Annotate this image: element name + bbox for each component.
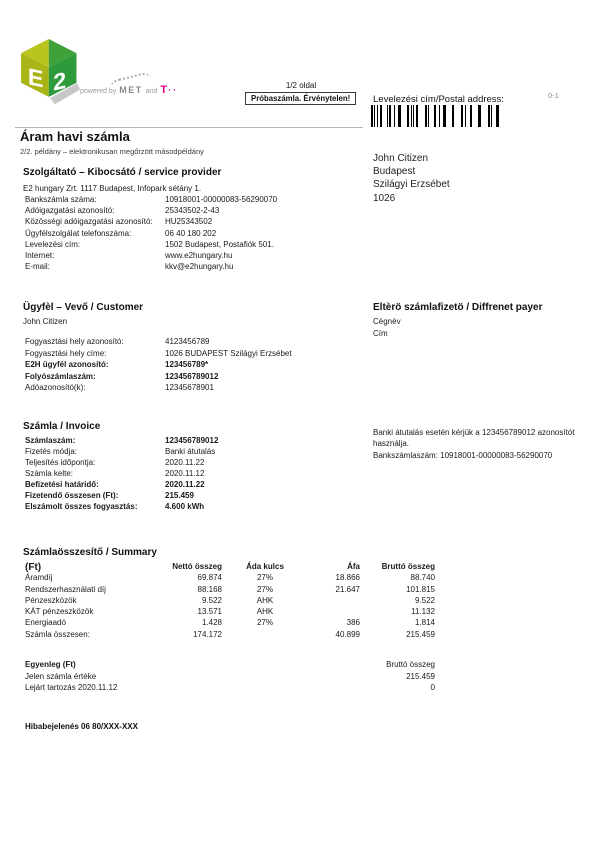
field-value: kkv@e2hungary.hu — [165, 262, 234, 272]
summary-section — [23, 547, 463, 641]
summary-row-label: Pénzeszközök — [25, 595, 77, 605]
column-header-gross: Bruttó összeg — [381, 562, 435, 571]
customer-section — [23, 302, 292, 395]
telekom-t-icon: T — [160, 84, 168, 96]
field-value: 4123456789 — [165, 337, 210, 346]
field-value: 2020.11.22 — [165, 480, 205, 489]
bank-transfer-note — [373, 427, 595, 461]
field-label: Adóigazgatási azonosító: — [25, 206, 115, 216]
summary-vat-rate: 27% — [256, 573, 273, 583]
provider-row — [23, 229, 221, 240]
field-value: HU25343502 — [165, 217, 213, 227]
customer-name: John Citizen — [23, 317, 68, 326]
provider-row — [23, 195, 278, 206]
field-label: Számlaszám: — [25, 436, 76, 445]
field-label: Befizetési határidő: — [25, 480, 99, 489]
customer-row — [23, 383, 214, 395]
error-report-line: Hibabejelenés 06 80/XXX-XXX — [25, 722, 138, 731]
field-value: 4.600 kWh — [165, 502, 205, 511]
provider-section — [23, 167, 278, 273]
summary-row — [23, 607, 463, 618]
field-value: 2020.11.12 — [165, 469, 205, 478]
summary-gross: 11.132 — [411, 607, 435, 617]
summary-netto: 174.172 — [193, 629, 222, 639]
summary-vat-rate: AHK — [256, 595, 274, 605]
summary-vat-rate: AHK — [256, 607, 274, 617]
provider-address: E2 hungary Zrt. 1117 Budapest, Infopark sétány 1. — [23, 184, 202, 193]
payer-section — [373, 302, 543, 339]
invoice-row — [23, 491, 194, 502]
summary-total-row — [23, 630, 463, 641]
field-value: 12345678901 — [165, 383, 214, 392]
logo-letter-e: E — [27, 64, 44, 94]
summary-row — [23, 585, 463, 596]
invoice-row — [23, 469, 205, 480]
field-value: 2020.11.22 — [165, 458, 205, 467]
summary-netto: 69.874 — [197, 573, 222, 583]
summary-gross: 88.740 — [410, 573, 435, 583]
column-header-netto: Nettó összeg — [172, 562, 222, 571]
bank-transfer-note-line2: Bankszámlaszám: 10918001-00000083-56290070 — [373, 450, 553, 460]
field-label: Fogyasztási hely azonosító: — [25, 337, 124, 346]
summary-vat-rate: 27% — [256, 584, 273, 594]
summary-row-label: Energiaadó — [25, 618, 66, 628]
column-header-vat: Áfa — [347, 562, 360, 571]
summary-vat-rate: 27% — [256, 618, 273, 628]
provider-row — [23, 262, 234, 273]
customer-section-title: Ügyfèl – Vevő / Customer — [23, 302, 144, 313]
e2-cube-icon — [18, 36, 82, 106]
summary-row — [23, 618, 463, 629]
powered-by-line — [80, 84, 178, 102]
customer-row — [23, 348, 292, 361]
balance-row-value: 215.459 — [406, 671, 435, 681]
field-value: www.e2hungary.hu — [165, 250, 233, 260]
summary-vat: 386 — [346, 618, 360, 628]
recipient-name: John Citizen — [373, 153, 429, 164]
summary-gross: 1.814 — [414, 618, 435, 628]
field-value: 215.459 — [165, 491, 194, 500]
provider-row — [23, 250, 233, 262]
summary-gross: 9.522 — [414, 595, 435, 605]
summary-row — [23, 596, 463, 607]
invoice-row — [23, 447, 216, 458]
summary-row-label: KÁT pénzeszközök — [25, 607, 94, 617]
invoice-section — [23, 421, 219, 513]
invoice-row — [23, 458, 205, 469]
balance-row-label: Lejárt tartozás 2020.11.12 — [25, 683, 118, 692]
field-value: 123456789* — [165, 360, 209, 369]
balance-row — [23, 672, 435, 684]
field-value: 1026 BUDAPEST Szilágyi Erzsébet — [165, 348, 292, 358]
document-copy-note: 2/2. példány – elektronikusan megőrzött másodpéldány — [20, 147, 204, 156]
summary-gross: 101.815 — [406, 584, 435, 594]
balance-column-header: Bruttó összeg — [386, 660, 435, 669]
provider-section-title: Szolgáltató – Kibocsátó / service provider — [23, 167, 222, 178]
field-label: Teljesítés időpontja: — [25, 458, 96, 467]
field-label: Folyószámlaszám: — [25, 371, 96, 381]
field-value: 25343502-2-43 — [165, 206, 220, 216]
field-value: 123456789012 — [165, 371, 219, 381]
payer-address-label: Cím — [373, 328, 388, 338]
field-label: Adóazonosító(k): — [25, 383, 86, 392]
field-label: Fogyasztási hely címe: — [25, 348, 107, 358]
field-value: Banki átutalás — [165, 447, 216, 456]
payer-company-label: Cègnèv — [373, 317, 401, 326]
balance-title: Egyenleg (Ft) — [25, 660, 76, 669]
summary-netto: 9.522 — [201, 595, 222, 605]
recipient-city: Budapest — [373, 166, 416, 178]
balance-header-row — [23, 660, 435, 672]
e2-logo — [18, 36, 82, 111]
summary-vat: 21.647 — [335, 584, 360, 594]
summary-section-title: Számlaösszesítő / Summary — [23, 547, 157, 558]
powered-by-text: powered by — [80, 88, 117, 95]
logo-letter-2: 2 — [53, 68, 67, 97]
title-divider — [15, 127, 363, 128]
balance-row — [23, 683, 435, 695]
recipient-address-block — [373, 152, 450, 205]
provider-row — [23, 239, 274, 251]
field-value: 1502 Budapest, Postafiók 501. — [165, 239, 274, 249]
invoice-row — [23, 480, 205, 491]
field-label: Ügyfélszolgálat telefonszáma: — [25, 228, 132, 238]
customer-row — [23, 337, 210, 349]
field-label: Internet: — [25, 250, 55, 260]
provider-row — [23, 217, 221, 228]
summary-row — [23, 573, 463, 584]
draft-invoice-notice: Próbaszámla. Érvénytelen! — [245, 92, 356, 105]
balance-row-value: 0 — [430, 683, 435, 692]
summary-gross: 215.459 — [406, 629, 435, 639]
invoice-row — [23, 436, 219, 447]
field-value: 10918001-00000083-56290070 — [165, 195, 278, 204]
summary-row-label: Rendszerhasználati díj — [25, 584, 106, 594]
field-value: 06 40 180 202 — [165, 228, 217, 238]
met-logo: MET — [119, 85, 143, 95]
bank-transfer-note-line1: Banki átutalás esetén kérjük a 123456789012 azonosítót használja. — [373, 428, 575, 449]
summary-netto: 13.571 — [197, 607, 222, 617]
customer-row — [23, 371, 219, 384]
column-header-vat-rate: Áda kulcs — [246, 562, 284, 571]
field-value: 123456789012 — [165, 436, 219, 445]
provider-row — [23, 206, 221, 217]
barcode-image — [371, 105, 502, 127]
field-label: Közösségi adóigazgatási azonosító: — [25, 217, 153, 227]
balance-row-label: Jelen számla értéke — [25, 671, 97, 681]
summary-netto: 1.428 — [201, 618, 222, 628]
invoice-row — [23, 502, 205, 513]
invoice-section-title: Számla / Invoice — [23, 421, 101, 432]
summary-header-row — [23, 562, 463, 573]
recipient-street: Szilágyi Erzsébet — [373, 179, 450, 191]
summary-vat: 40.899 — [335, 629, 360, 639]
telekom-dots-icon: ·· — [168, 85, 179, 95]
customer-row — [23, 360, 209, 372]
and-text: and — [145, 88, 158, 95]
field-label: Fizetendő összesen (Ft): — [25, 491, 119, 500]
field-label: E-mail: — [25, 262, 50, 272]
recipient-zip: 1026 — [373, 192, 396, 204]
summary-row-label: Áramdíj — [25, 573, 53, 583]
postal-address-label: Levelezési cím/Postal address: — [373, 94, 504, 105]
field-label: Bankszámla száma: — [25, 195, 97, 204]
field-label: Számla kelte: — [25, 469, 74, 478]
page-indicator: 1/2 oldal — [285, 81, 317, 90]
corner-code: 0-1 — [548, 91, 559, 100]
summary-row-label: Számla összesen: — [25, 629, 90, 639]
field-label: Elszámolt összes fogyasztás: — [25, 502, 138, 511]
summary-unit: (Ft) — [25, 562, 42, 573]
field-label: Levelezési cím: — [25, 239, 81, 249]
balance-section — [23, 660, 435, 695]
document-title: Áram havi számla — [20, 129, 130, 144]
summary-vat: 18.866 — [335, 573, 360, 583]
summary-netto: 88.168 — [197, 584, 222, 594]
payer-section-title: Eltèrö számlafizetö / Diffrenet payer — [373, 302, 543, 313]
field-label: Fizetés módja: — [25, 447, 78, 456]
field-label: E2H ügyfél azonosító: — [25, 360, 109, 369]
